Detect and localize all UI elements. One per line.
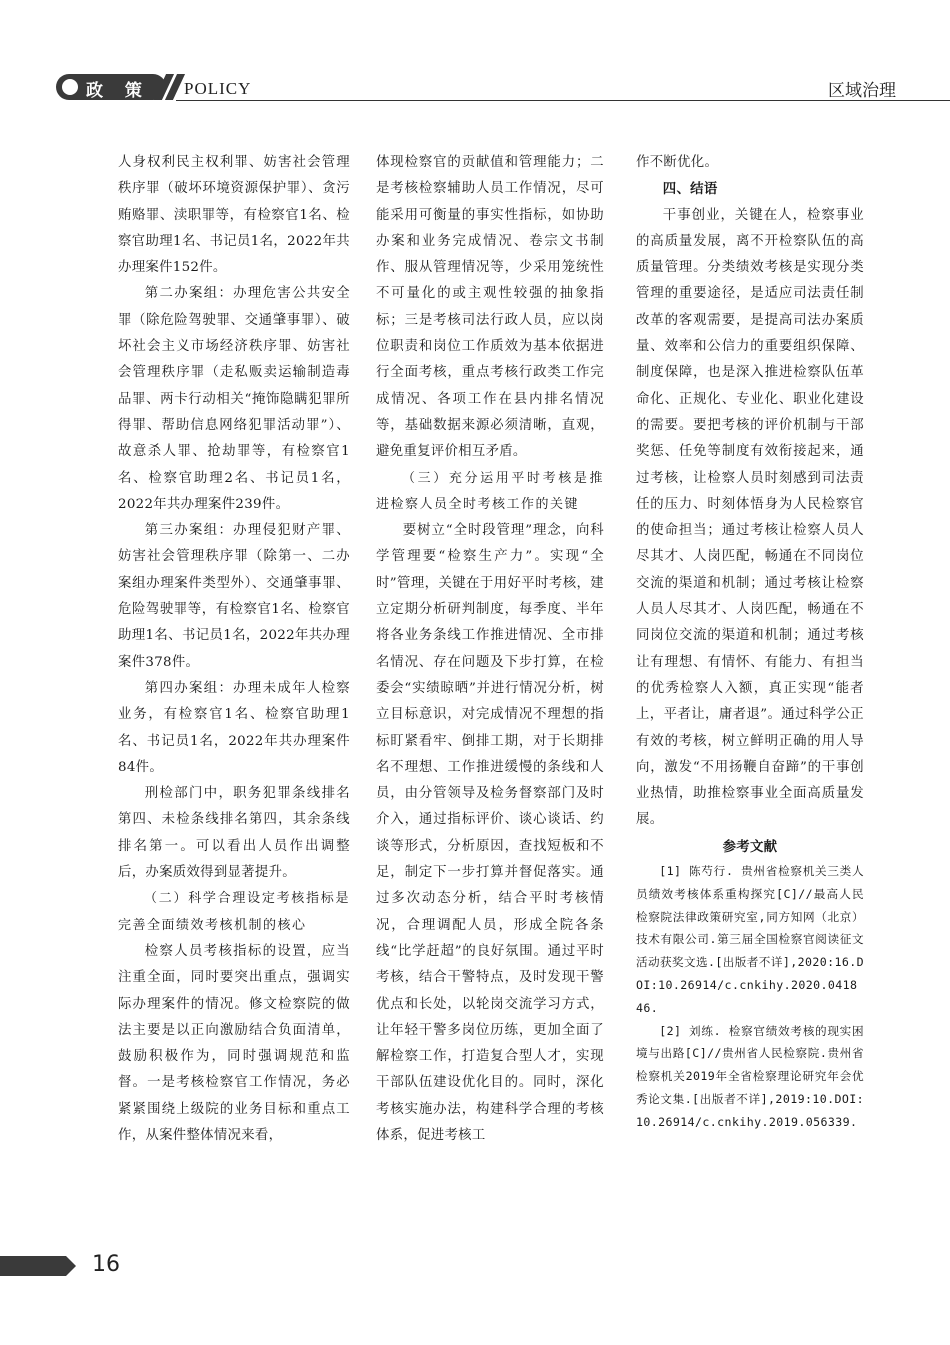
column-3 [636,150,864,1134]
paragraph: 人身权利民主权利罪、妨害社会管理秩序罪（破坏环境资源保护罪）、贪污贿赂罪、渎职罪等，有检察官1名、检察官助理1名、书记员1名，2022年共办理案件152件。 [118,155,350,276]
references-heading: 参考文献 [722,838,778,855]
column-2 [376,150,604,1149]
paragraph: 干事创业，关键在人，检察事业的高质量发展，离不开检察队伍的高质量管理。分类绩效考核是实现分类管理的重要途径，是适应司法责任制改革的客观需要，是提高司法办案质量、效率和公信力的重要组织保障、制度保障，也是深入推进检察队伍革命化、正规化、专业化、职业化建设的需要。要把考核的评价机制与干部奖惩、任免等制度有效衔接起来，通过考核，让检察人员时刻感到司法责任的压力、时刻体悟身为人民检察官的使命担当；通过考核让检察人员人尽其才、人岗匹配，畅通在不同岗位交流的渠道和机制；通过考核让检察人员人尽其才、人岗匹配，畅通在不同岗位交流的渠道和机制；通过考核让有理想、有情怀、有能力、有担当的优秀检察人入额，真正实现“能者上，平者让，庸者退”。通过科学公正有效的考核，树立鲜明正确的用人导向，激发“不用扬鞭自奋蹄”的干事创业热情，助推检察事业全面高质量发展。 [636,207,864,828]
reference-item: [1] 陈芍行. 贵州省检察机关三类人员绩效考核体系重构探究[C]//最高人民检察院法律政策研究室,同方知网（北京）技术有限公司.第三届全国检察官阅读征文活动获奖文选.[出版者不详],2020:16.DOI:10.26914/c.cnkihy.2020.041846. [636,864,864,1015]
column-1 [118,150,350,1149]
category-label: 区域治理 [828,81,896,101]
paragraph: 作不断优化。 [636,155,719,170]
paragraph: 要树立“全时段管理”理念，向科学管理要“检察生产力”。实现“全时”管理，关键在于用好平时考核，建立定期分析研判制度，每季度、半年将各业务条线工作推进情况、全市排名情况、存在问题及下步打算，在检委会“实绩晾晒”并进行情况分析，树立目标意识，对完成情况不理想的指标盯紧看牢、倒排工期，对于长期排名不理想、工作推进缓慢的条线和人员，由分管领导及检务督察部门及时介入，通过指标评价、谈心谈话、约谈等形式，分析原因，查找短板和不足，制定下一步打算并督促落实。通过多次动态分析，结合平时考核情况，合理调配人员，形成全院各条线“比学赶超”的良好氛围。通过平时考核，结合干警特点，及时发现干警优点和长处，以轮岗交流学习方式，让年轻干警多岗位历练，更加全面了解检察工作，打造复合型人才，实现干部队伍建设优化目的。同时，深化考核实施办法，构建科学合理的考核体系，促进考核工 [376,523,604,1143]
paragraph: 第四办案组：办理未成年人检察业务，有检察官1名、检察官助理1名、书记员1名，2022年共办理案件84件。 [118,680,350,775]
paragraph: 体现检察官的贡献值和管理能力；二是考核检察辅助人员工作情况，尽可能采用可衡量的事实性指标，如协助办案和业务完成情况、卷宗文书制作、服从管理情况等，少采用笼统性不可量化的或主观性较强的抽象指标；三是考核司法行政人员，应以岗位职责和岗位工作质效为基本依据进行全面考核，重点考核行政类工作完成情况、各项工作在县内排名情况等，基础数据来源必须清晰，直观，避免重复评价相互矛盾。 [376,155,604,460]
section-tab [56,74,166,100]
paragraph: 检察人员考核指标的设置，应当注重全面，同时要突出重点，强调实际办理案件的情况。修文检察院的做法主要是以正向激励结合负面清单，鼓励积极作为，同时强调规范和监督。一是考核检察官工作情况，务必紧紧围绕上级院的业务目标和重点工作，从案件整体情况来看， [118,943,350,1143]
reference-item: [2] 刘练. 检察官绩效考核的现实困境与出路[C]//贵州省人民检察院.贵州省检察机关2019年全省检察理论研究年会优秀论文集.[出版者不详],2019:10.DOI:10.26914/c.cnkihy.2019.056339. [636,1023,864,1129]
page-number: 16 [92,1252,120,1277]
paragraph: 刑检部门中，职务犯罪条线排名第四、未检条线排名第四，其余条线排名第一。可以看出人员作出调整后，办案质效得到显著提升。 [118,786,350,881]
section-label-cn: 政 策 [86,81,150,101]
circle-icon [62,79,78,95]
subsection-heading: （二）科学合理设定考核指标是完善全面绩效考核机制的核心 [118,891,350,933]
section-heading: 四、结语 [662,181,718,198]
section-label-en: POLICY [184,79,252,98]
page-header [0,70,950,106]
subsection-heading: （三）充分运用平时考核是推进检察人员全时考核工作的关键 [376,470,604,512]
footer-arrow-bar [0,1256,76,1276]
paragraph: 第三办案组：办理侵犯财产罪、妨害社会管理秩序罪（除第一、二办案组办理案件类型外）、交通肇事罪、危险驾驶罪等，有检察官1名、检察官助理1名、书记员1名，2022年共办理案件378件。 [118,523,350,670]
paragraph: 第二办案组：办理危害公共安全罪（除危险驾驶罪、交通肇事罪）、破坏社会主义市场经济秩序罪、妨害社会管理秩序罪（走私贩卖运输制造毒品罪、两卡行动相关“掩饰隐瞒犯罪所得罪、帮助信息网络犯罪活动罪”）、故意杀人罪、抢劫罪等，有检察官1名、检察官助理2名、书记员1名，2022年共办理案件239件。 [118,286,350,512]
